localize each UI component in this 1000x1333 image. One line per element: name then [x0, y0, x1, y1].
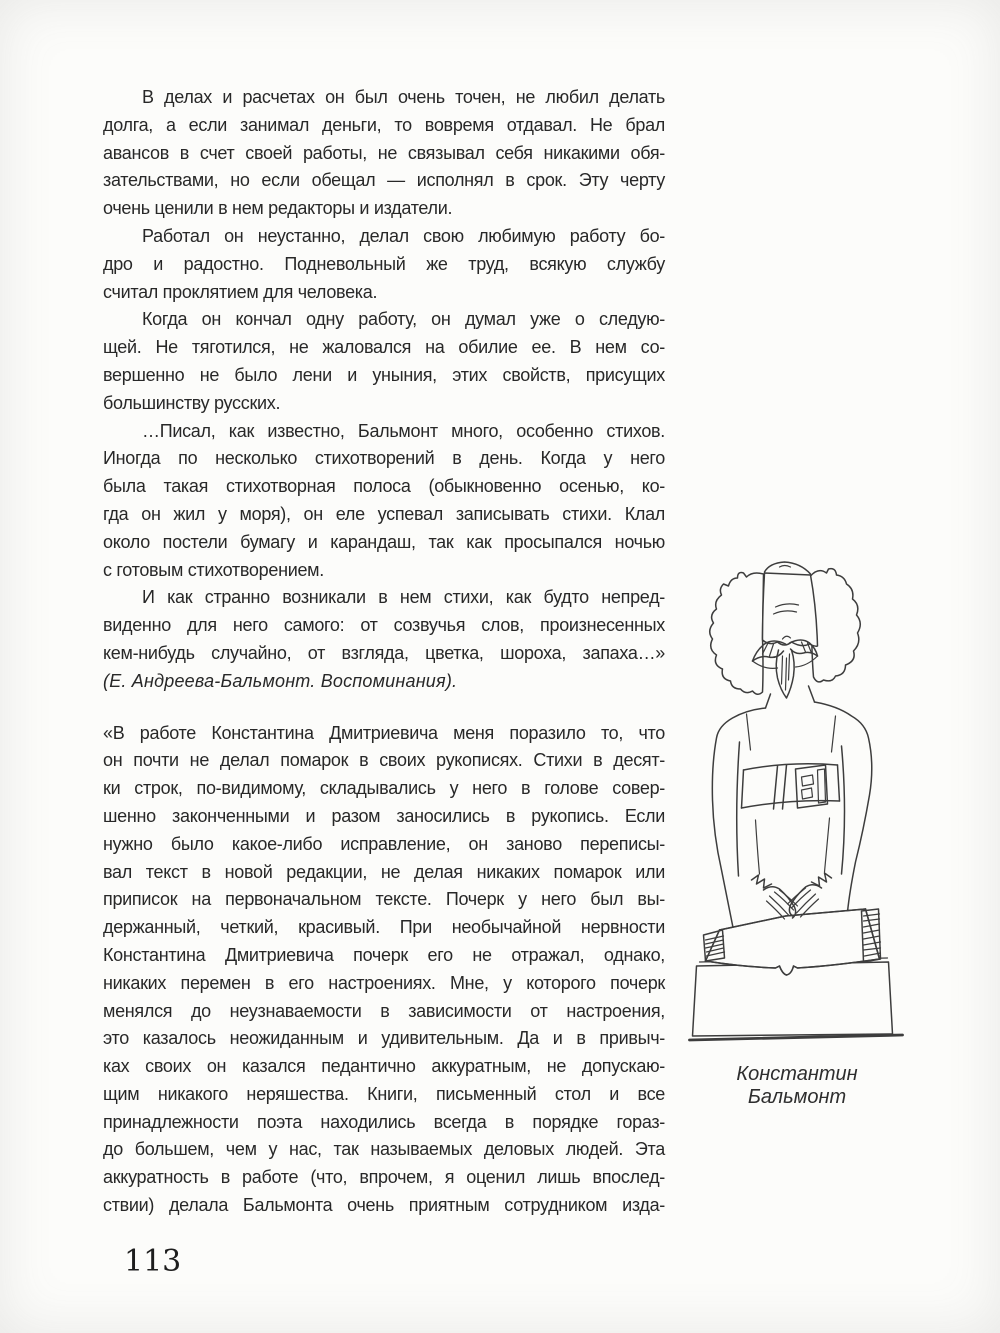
- text-line: около постели бумагу и карандаш, так как просыпался ночью: [103, 531, 665, 552]
- text-line: с готовым стихотворением.: [103, 559, 324, 580]
- text-line: аккуратность в работе (что, впрочем, я оценил лишь впослед-: [103, 1167, 665, 1188]
- text-line: Когда он кончал одну работу, он думал уже о следую-: [142, 309, 665, 330]
- text-line: очень ценили в нем редакторы и издатели.: [103, 198, 453, 219]
- text-line: была такая стихотворная полоса (обыкновенно осенью, ко-: [103, 476, 665, 497]
- text-line: В делах и расчетах он был очень точен, не любил делать: [142, 87, 665, 107]
- paragraph: [103, 418, 665, 585]
- paragraph: [103, 720, 665, 1220]
- text-column: [103, 84, 665, 1220]
- balmont-figure: [688, 558, 906, 1108]
- text-line: он почти не делал помарок в своих рукописях. Стихи в десят-: [103, 750, 665, 771]
- text-line: «В работе Константина Дмитриевича меня поразило то, что: [103, 722, 665, 743]
- text-line: …Писал, как известно, Бальмонт много, особенно стихов.: [142, 420, 665, 441]
- text-line: Иногда по несколько стихотворений в день. Когда у него: [103, 448, 665, 469]
- text-line: нужно было какое-либо исправление, он заново переписы-: [103, 833, 665, 854]
- page-number: 113: [124, 1244, 182, 1279]
- paragraph: [103, 584, 665, 695]
- text-line: это казалось неожиданным и удивительным. Да и в привыч-: [103, 1028, 665, 1049]
- hair: [710, 562, 861, 694]
- text-line: ки строк, по-видимому, складывались у него в голове совер-: [103, 778, 665, 799]
- text-line: (Е. Андреева-Бальмонт. Воспоминания).: [103, 670, 458, 691]
- text-line: И как странно возникали в нем стихи, как будто непред-: [142, 587, 665, 608]
- text-line: считал проклятием для человека.: [103, 281, 378, 302]
- text-line: принадлежности поэта находились всегда в порядке гораз-: [103, 1111, 665, 1132]
- text-line: приписок на первоначальном тексте. Почерк у него был вы-: [103, 889, 665, 910]
- text-line: держанный, четкий, красивый. При необычайной нервности: [103, 917, 665, 938]
- text-line: вершенно не было лени и уныния, этих свойств, присущих: [103, 364, 665, 385]
- text-line: авансов в счет своей работы, не связывал себя никакими обя-: [103, 142, 665, 163]
- balmont-caricature-illustration: [688, 558, 906, 1052]
- paragraph: [103, 84, 665, 223]
- pedestal: [690, 958, 903, 1040]
- text-line: кем-нибудь случайно, от взгляда, цветка, шороха, запаха…»: [103, 642, 665, 663]
- text-line: Работал он неустанно, делал свою любимую работу бо-: [142, 225, 665, 246]
- hands: [752, 873, 832, 919]
- text-line: до большем, чем у нас, так называемых деловых людей. Эта: [103, 1139, 665, 1160]
- text-line: щей. Не тяготился, не жаловался на обилие ее. В нем со-: [103, 337, 665, 358]
- text-line: гда он жил у моря), он еле успевал записывать стихи. Клал: [103, 503, 665, 524]
- text-line: большинству русских.: [103, 392, 281, 413]
- text-line: зательствами, но если обещал — исполнял в срок. Эту черту: [103, 170, 665, 191]
- figure-caption: Константин Бальмонт: [736, 1063, 858, 1108]
- text-line: щим никакого неряшества. Книги, письменный стол и все: [103, 1083, 665, 1104]
- belt: [742, 764, 840, 809]
- text-line: ках своих он казался педантично аккуратным, не допускаю-: [103, 1056, 665, 1077]
- text-line: дро и радостно. Подневольный же труд, всякую службу: [103, 253, 665, 274]
- text-line: виденно для него самого: от созвучья слов, произнесенных: [103, 615, 665, 636]
- text-line: ствии) делала Бальмонта очень приятным сотрудником изда-: [103, 1195, 665, 1216]
- text-line: шенно законченными и разом заносились в рукопись. Если: [103, 805, 665, 826]
- text-line: никаких перемен в его настроениях. Мне, у которого почерк: [103, 972, 665, 993]
- paragraph: [103, 306, 665, 417]
- text-line: долга, а если занимал деньги, то вовремя отдавал. Не брал: [103, 114, 665, 135]
- text-line: вал текст в новой редакции, не делая никаких помарок или: [103, 861, 665, 882]
- text-line: Константина Дмитриевича почерк его не отражал, однако,: [103, 944, 665, 965]
- text-line: менялся до неузнаваемости в зависимости от настроения,: [103, 1000, 665, 1021]
- paragraph: [103, 223, 665, 306]
